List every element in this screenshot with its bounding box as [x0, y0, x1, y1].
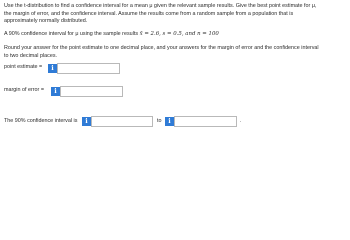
interval-upper-input[interactable]	[174, 116, 237, 127]
confidence-interval-label: The 90% confidence interval is	[4, 117, 78, 124]
margin-of-error-info-icon[interactable]: i	[51, 87, 60, 96]
interval-lower-input[interactable]	[91, 116, 153, 127]
point-estimate-input[interactable]	[57, 63, 120, 74]
margin-of-error-input[interactable]	[60, 86, 123, 97]
point-estimate-label: point estimate =	[4, 64, 43, 70]
rounding-line-2: to two decimal places.	[4, 52, 58, 59]
point-estimate-info-icon[interactable]: i	[48, 64, 57, 73]
interval-period: .	[240, 117, 242, 124]
interval-upper-info-icon[interactable]: i	[165, 117, 174, 126]
problem-prefix: A 90% confidence interval for μ using the sample results	[4, 30, 140, 37]
margin-of-error-label: margin of error =	[4, 87, 44, 93]
interval-lower-info-icon[interactable]: i	[82, 117, 91, 126]
rounding-line-1: Round your answer for the point estimate to one decimal place, and your answers for the margin of error and the confidence interval	[4, 45, 319, 51]
problem-statement	[4, 31, 219, 39]
instructions-line-1: Use the t-distribution to find a confidence interval for a mean μ given the relevant sample results. Give the best point estimate for μ,	[4, 3, 317, 9]
instructions-line-2: the margin of error, and the confidence interval. Assume the results come from a random sample from a population that is	[4, 10, 294, 17]
interval-to-label: to	[157, 117, 162, 124]
problem-sample-results: x̄ = 2.6, s = 0.5, and n = 100	[139, 30, 219, 37]
instructions-line-3: approximately normally distributed.	[4, 18, 88, 24]
